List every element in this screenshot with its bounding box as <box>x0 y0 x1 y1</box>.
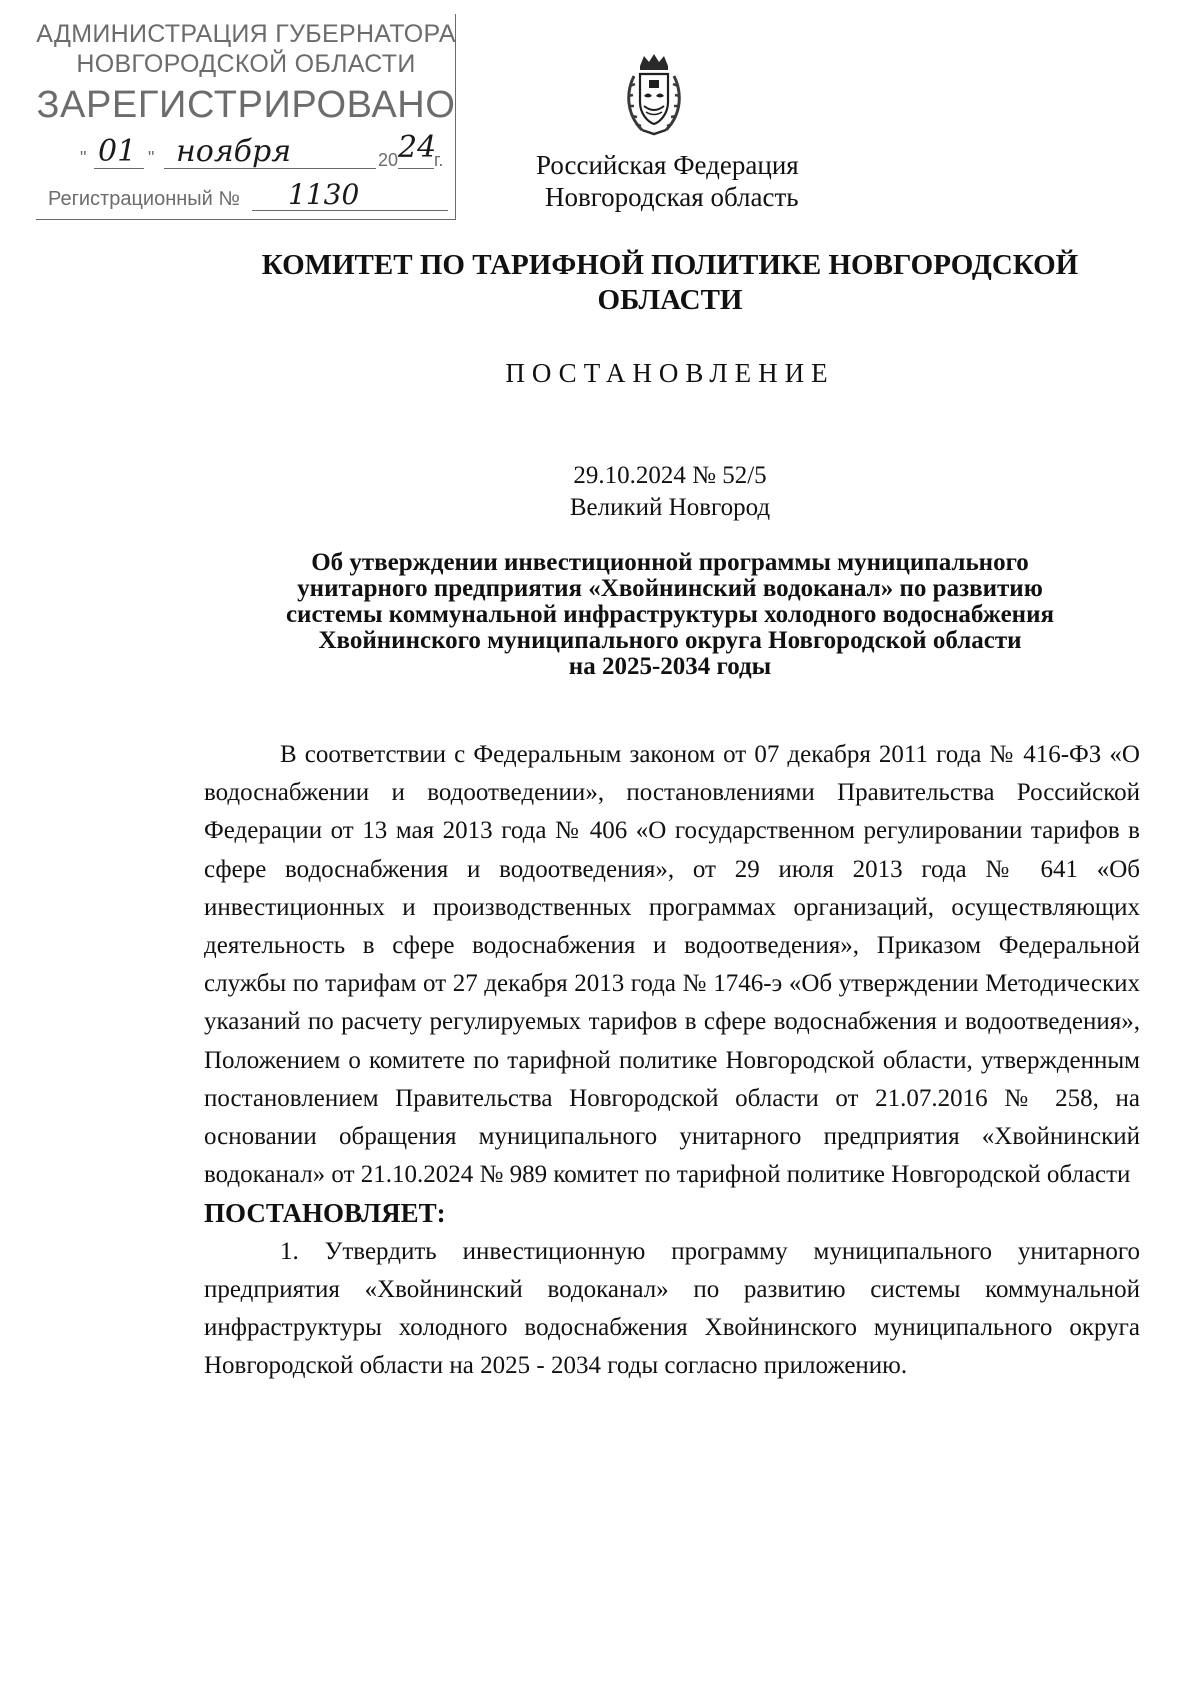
title-line: системы коммунальной инфраструктуры холодного водоснабжения <box>285 601 1055 628</box>
stamp-year-handwritten: 24 <box>398 130 437 165</box>
title-line: унитарного предприятия «Хвойнинский водоканал» по развитию <box>297 575 1043 602</box>
stamp-regno-label: Регистрационный № <box>48 188 240 210</box>
stamp-year-prefix: 20 <box>378 150 399 170</box>
title-line: на 2025-2034 годы <box>568 653 772 680</box>
region-name: Новгородская область <box>545 182 799 212</box>
stamp-month-underline <box>164 168 376 169</box>
stamp-regno-underline <box>252 210 448 211</box>
date-and-place <box>200 460 1140 524</box>
stamp-regno-handwritten: 1130 <box>288 178 360 211</box>
stamp-quote-close: " <box>148 148 155 168</box>
stamp-day-underline <box>94 168 144 169</box>
stamp-date-row <box>80 130 450 176</box>
coat-of-arms-icon <box>624 52 684 136</box>
registration-stamp <box>36 14 456 220</box>
document-body <box>204 736 1140 1385</box>
stamp-year-underline <box>398 168 434 169</box>
stamp-day-handwritten: 01 <box>98 134 137 169</box>
stamp-year-label: г. <box>434 150 444 170</box>
stamp-regno-row <box>48 178 448 216</box>
document-title <box>200 550 1140 680</box>
title-line: Об утверждении инвестиционной программы муниципального <box>311 549 1029 576</box>
document-date-number: 29.10.2024 № 52/5 <box>573 462 767 489</box>
country-name: Российская Федерация <box>536 150 799 180</box>
preamble-paragraph: В соответствии с Федеральным законом от 07 декабря 2011 года № 416-ФЗ «О водоснабжении и водоотведении», постановлениями Правительства Российской Федерации от 13 мая 2013 года № 406 «О государственном регулировании тарифов в сфере водоснабжения и водоотведения», от 29 июля 2013 года № 641 «Об инвестиционных и производственных программах организаций, осуществляющих деятельность в сфере водоснабжения и водоотведения», Приказом Федеральной службы по тарифам от 27 декабря 2013 года № 1746-э «Об утверждении Методических указаний по расчету регулируемых тарифов в сфере водоснабжения и водоотведения», Положением о комитете по тарифной политике Новгородской области, утвержденным постановлением Правительства Новгородской области от 21.07.2016 № 258, на основании обращения муниципального унитарного предприятия «Хвойнинский водоканал» от 21.10.2024 № 989 комитет по тарифной политике Новгородской области <box>204 741 1140 1189</box>
stamp-org-line-1: АДМИНИСТРАЦИЯ ГУБЕРНАТОРА <box>36 20 456 48</box>
stamp-registered-label: ЗАРЕГИСТРИРОВАНО <box>36 84 456 126</box>
stamp-org-line-2: НОВГОРОДСКОЙ ОБЛАСТИ <box>76 50 416 78</box>
item-1-paragraph: 1. Утвердить инвестиционную программу муниципального унитарного предприятия «Хвойнинский водоканал» по развитию системы коммунальной инфраструктуры холодного водоснабжения Хвойнинского муниципального округа Новгородской области на 2025 - 2034 годы согласно приложению. <box>204 1237 1140 1380</box>
decree-heading: ПОСТАНОВЛЯЕТ: <box>204 1198 446 1229</box>
committee-name: КОМИТЕТ ПО ТАРИФНОЙ ПОЛИТИКЕ НОВГОРОДСКОЙ ОБЛАСТИ <box>261 249 1079 316</box>
title-line: Хвойнинского муниципального округа Новгородской области <box>318 627 1022 654</box>
stamp-quote-open: " <box>80 148 87 168</box>
document-city: Великий Новгород <box>569 494 771 521</box>
stamp-month-handwritten: ноября <box>176 134 292 169</box>
document-type: ПОСТАНОВЛЕНИЕ <box>505 358 835 388</box>
